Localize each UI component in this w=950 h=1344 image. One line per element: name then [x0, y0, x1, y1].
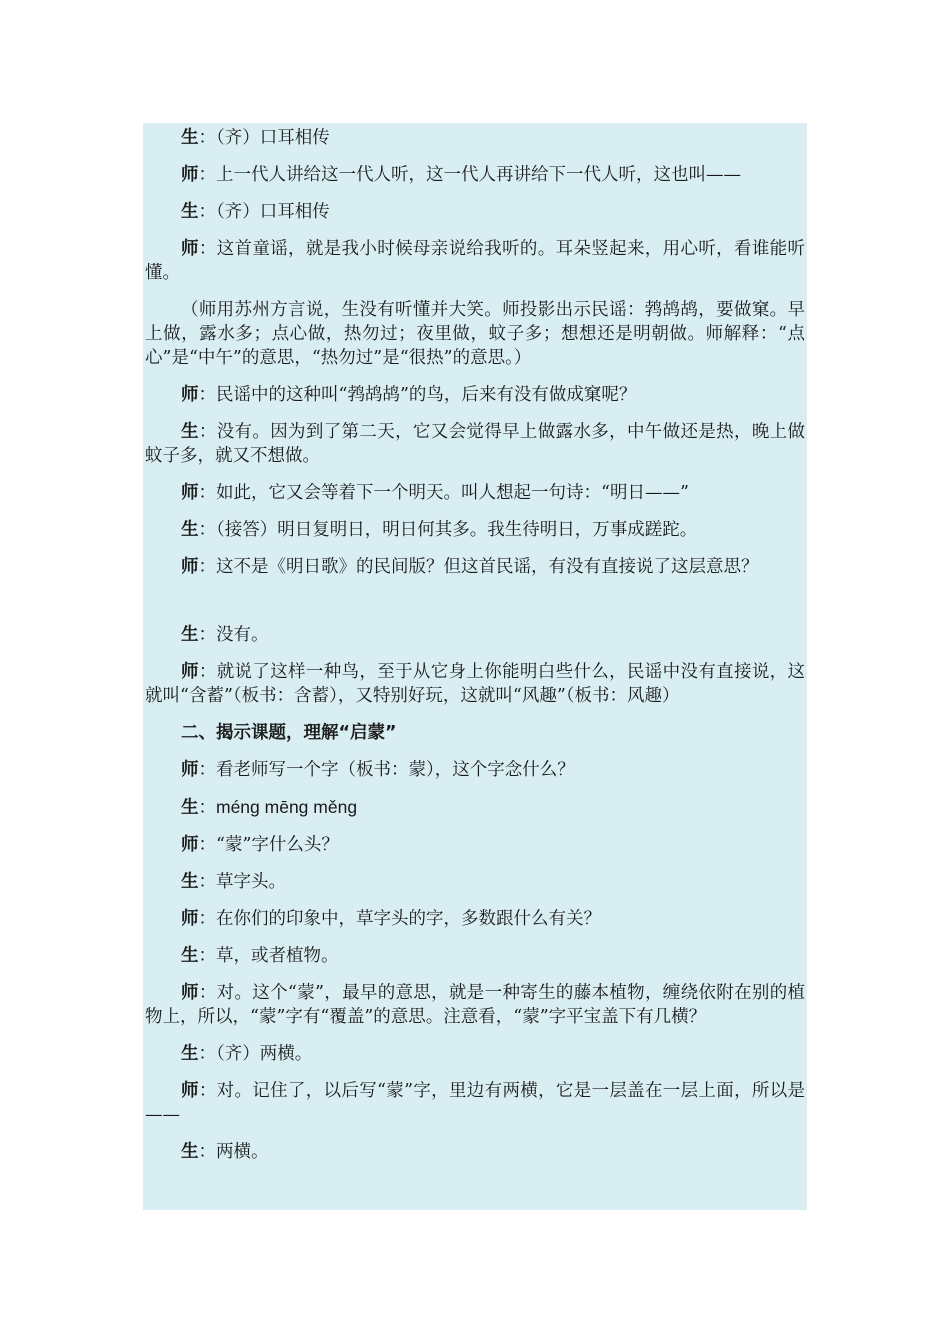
speaker-separator: ： — [198, 872, 216, 892]
pinyin-text: méng mēng měng — [216, 797, 358, 817]
speaker-label: 师 — [181, 165, 199, 185]
line-text: 上一代人讲给这一代人听，这一代人再讲给下一代人听，这也叫—— — [216, 165, 741, 185]
line-text: 就说了这样一种鸟，至于从它身上你能明白些什么，民谣中没有直接说，这就叫“含蓄”（板书：含蓄），又特别好玩，这就叫“风趣”（板书：风趣） — [145, 662, 806, 706]
speaker-label: 生 — [181, 202, 199, 222]
stage-direction — [145, 298, 805, 370]
dialogue-line — [145, 944, 805, 968]
speaker-separator: ： — [198, 625, 216, 645]
line-text: 看老师写一个字（板书：蒙），这个字念什么？ — [216, 760, 575, 780]
dialogue-line — [145, 518, 805, 542]
speaker-label: 生 — [181, 946, 199, 966]
speaker-label: 师 — [181, 239, 199, 259]
line-text: 没有。 — [216, 625, 269, 645]
speaker-label: 生 — [181, 872, 199, 892]
speaker-label: 师 — [181, 1081, 199, 1101]
dialogue-line — [145, 870, 805, 894]
speaker-label: 生 — [181, 520, 199, 540]
speaker-label: 师 — [181, 483, 199, 503]
speaker-label: 生 — [181, 798, 199, 818]
dialogue-line — [145, 481, 805, 505]
line-text: 在你们的印象中，草字头的字，多数跟什么有关？ — [216, 909, 601, 929]
transcript-panel — [143, 123, 807, 1210]
speaker-separator: ： — [198, 1142, 216, 1162]
line-text: 民谣中的这种叫“鹁鸪鸪”的鸟，后来有没有做成窠呢？ — [216, 385, 637, 405]
line-text: （齐）两横。 — [216, 1044, 313, 1064]
speaker-separator: ： — [198, 202, 216, 222]
dialogue-line — [145, 1042, 805, 1066]
dialogue-line — [145, 907, 805, 931]
line-text: （师用苏州方言说，生没有听懂并大笑。师投影出示民谣：鹁鸪鸪，要做窠。早上做，露水多；点心做，热勿过；夜里做，蚊子多；想想还是明朝做。师解释：“点心”是“中午”的意思，“热勿过”是“很热”的意思。） — [145, 300, 805, 368]
speaker-label: 生 — [181, 625, 199, 645]
line-text: 草，或者植物。 — [216, 946, 339, 966]
speaker-separator: ： — [198, 983, 217, 1003]
speaker-separator: ： — [198, 835, 216, 855]
speaker-label: 生 — [181, 1044, 199, 1064]
dialogue-line — [145, 795, 805, 820]
dialogue-line — [145, 981, 805, 1029]
line-text: 两横。 — [216, 1142, 269, 1162]
dialogue-line — [145, 237, 805, 285]
speaker-separator: ： — [198, 165, 216, 185]
speaker-separator: ： — [198, 385, 216, 405]
speaker-separator: ： — [198, 909, 216, 929]
dialogue-line — [145, 758, 805, 782]
line-text: 如此，它又会等着下一个明天。叫人想起一句诗：“明日——” — [216, 483, 689, 503]
dialogue-line — [145, 660, 805, 708]
speaker-separator: ： — [198, 798, 216, 818]
speaker-separator: ： — [198, 557, 216, 577]
dialogue-line — [145, 200, 805, 224]
line-text: 草字头。 — [216, 872, 286, 892]
line-text: 对。记住了，以后写“蒙”字，里边有两横，它是一层盖在一层上面，所以是—— — [145, 1081, 806, 1125]
speaker-separator: ： — [198, 1081, 217, 1101]
dialogue-line — [145, 1140, 805, 1164]
speaker-label: 师 — [181, 662, 199, 682]
dialogue-line — [145, 126, 805, 150]
line-text: （齐）口耳相传 — [216, 202, 330, 222]
speaker-label: 生 — [181, 422, 199, 442]
line-text: （接答）明日复明日，明日何其多。我生待明日，万事成蹉跎。 — [216, 520, 698, 540]
line-text: 这不是《明日歌》的民间版？但这首民谣，有没有直接说了这层意思？ — [216, 557, 759, 577]
speaker-label: 师 — [181, 760, 199, 780]
dialogue-line — [145, 420, 805, 468]
speaker-separator: ： — [198, 520, 216, 540]
speaker-label: 师 — [181, 909, 199, 929]
speaker-label: 师 — [181, 385, 199, 405]
speaker-separator: ： — [198, 128, 216, 148]
dialogue-line — [145, 383, 805, 407]
line-text: 这首童谣，就是我小时候母亲说给我听的。耳朵竖起来，用心听，看谁能听懂。 — [145, 239, 806, 283]
speaker-separator: ： — [198, 483, 216, 503]
section-heading: 二、揭示课题，理解“启蒙” — [181, 723, 397, 743]
speaker-separator: ： — [198, 1044, 216, 1064]
line-text: 没有。因为到了第二天，它又会觉得早上做露水多，中午做还是热，晚上做蚊子多，就又不想做。 — [145, 422, 806, 466]
speaker-label: 生 — [181, 128, 199, 148]
line-text: 对。这个“蒙”，最早的意思，就是一种寄生的藤本植物，缠绕依附在别的植物上，所以，“蒙”字有“覆盖”的意思。注意看，“蒙”字平宝盖下有几横？ — [145, 983, 806, 1027]
speaker-separator: ： — [198, 946, 216, 966]
dialogue-line — [145, 163, 805, 187]
speaker-label: 师 — [181, 557, 199, 577]
dialogue-line — [145, 623, 805, 647]
speaker-label: 师 — [181, 835, 199, 855]
line-text: “蒙”字什么头？ — [216, 835, 339, 855]
dialogue-line — [145, 833, 805, 857]
dialogue-line — [145, 555, 805, 579]
speaker-separator: ： — [198, 662, 217, 682]
speaker-label: 师 — [181, 983, 199, 1003]
speaker-separator: ： — [198, 239, 217, 259]
speaker-label: 生 — [181, 1142, 199, 1162]
speaker-separator: ： — [198, 422, 217, 442]
speaker-separator: ： — [198, 760, 216, 780]
dialogue-line — [145, 1079, 805, 1127]
line-text: （齐）口耳相传 — [216, 128, 330, 148]
